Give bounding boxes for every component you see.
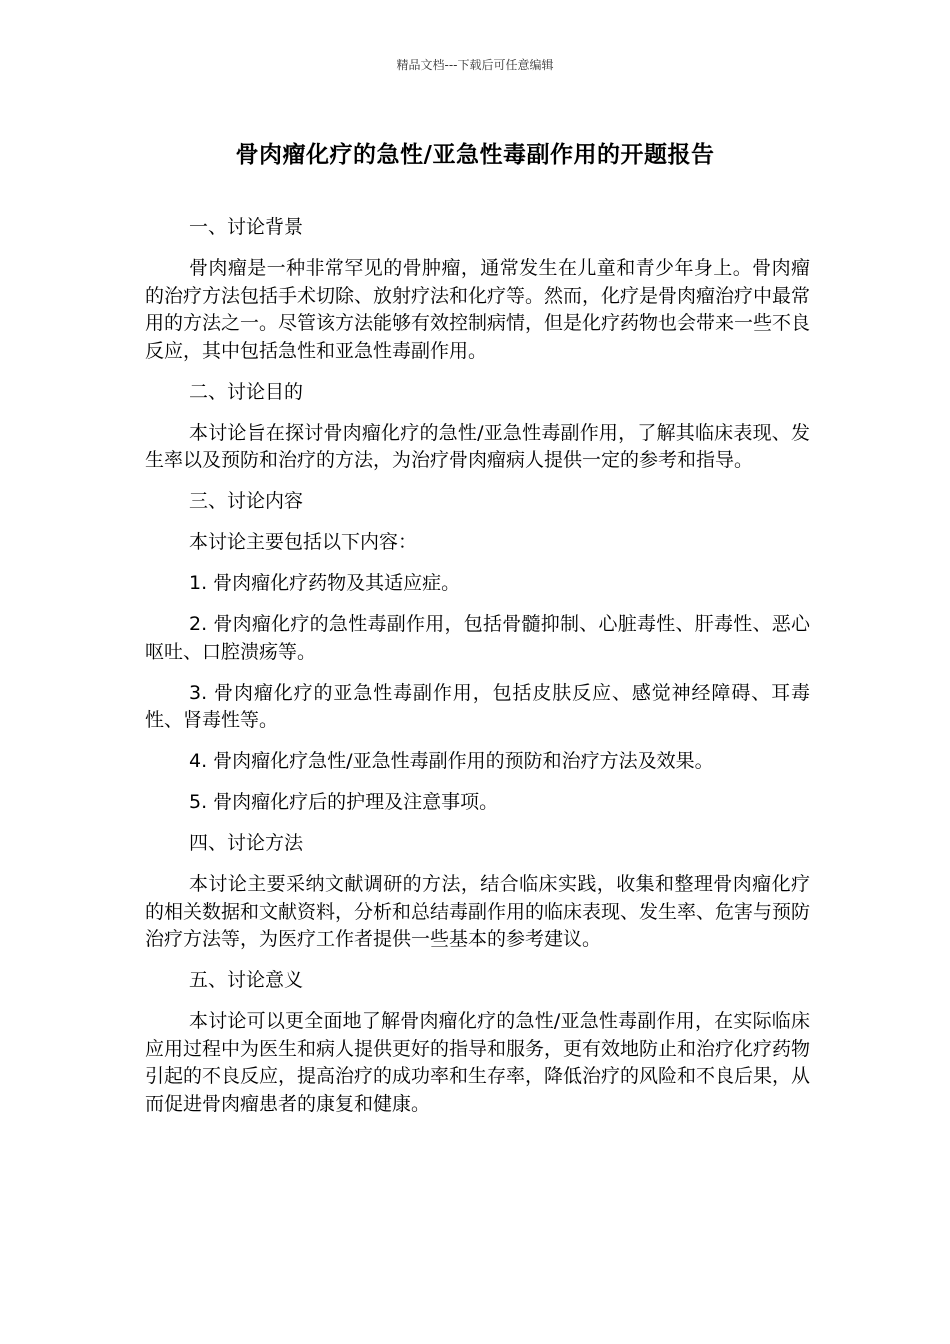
section-heading-content: 三、讨论内容	[189, 490, 304, 512]
section-heading-purpose: 二、讨论目的	[189, 380, 304, 403]
section-heading-method: 四、讨论方法	[189, 832, 304, 854]
paragraph-content-intro: 本讨论主要包括以下内容：	[189, 531, 418, 553]
paragraph-purpose: 本讨论旨在探讨骨肉瘤化疗的急性/亚急性毒副作用，了解其临床表现、发生率以及预防和治疗的方法，为治疗骨肉瘤病人提供一定的参考和指导。	[145, 421, 810, 471]
paragraph-method: 本讨论主要采纳文献调研的方法，结合临床实践，收集和整理骨肉瘤化疗的相关数据和文献资料，分析和总结毒副作用的临床表现、发生率、危害与预防治疗方法等，为医疗工作者提供一些基本的参考建议。	[145, 873, 811, 950]
list-item-3: 3. 骨肉瘤化疗的亚急性毒副作用，包括皮肤反应、感觉神经障碍、耳毒性、肾毒性等。	[145, 681, 810, 731]
list-item-4: 4. 骨肉瘤化疗急性/亚急性毒副作用的预防和治疗方法及效果。	[189, 750, 714, 772]
paragraph-background: 骨肉瘤是一种非常罕见的骨肿瘤，通常发生在儿童和青少年身上。骨肉瘤的治疗方法包括手术切除、放射疗法和化疗等。然而，化疗是骨肉瘤治疗中最常用的方法之一。尽管该方法能够有效控制病情，但是化疗药物也会带来一些不良反应，其中包括急性和亚急性毒副作用。	[145, 257, 811, 362]
section-heading-background: 一、讨论背景	[189, 216, 304, 238]
document-body	[145, 214, 810, 1132]
section-heading-significance: 五、讨论意义	[189, 969, 304, 991]
paragraph-significance: 本讨论可以更全面地了解骨肉瘤化疗的急性/亚急性毒副作用，在实际临床应用过程中为医生和病人提供更好的指导和服务，更有效地防止和治疗化疗药物引起的不良反应，提高治疗的成功率和生存率，降低治疗的风险和不良后果，从而促进骨肉瘤患者的康复和健康。	[145, 1010, 811, 1115]
document-title: 骨肉瘤化疗的急性/亚急性毒副作用的开题报告	[235, 142, 715, 168]
page-header-watermark: 精品文档---下载后可任意编辑	[396, 58, 554, 72]
list-item-1: 1. 骨肉瘤化疗药物及其适应症。	[189, 572, 461, 594]
list-item-2: 2. 骨肉瘤化疗的急性毒副作用，包括骨髓抑制、心脏毒性、肝毒性、恶心呕吐、口腔溃疡等。	[145, 613, 810, 663]
list-item-5: 5. 骨肉瘤化疗后的护理及注意事项。	[189, 791, 499, 813]
